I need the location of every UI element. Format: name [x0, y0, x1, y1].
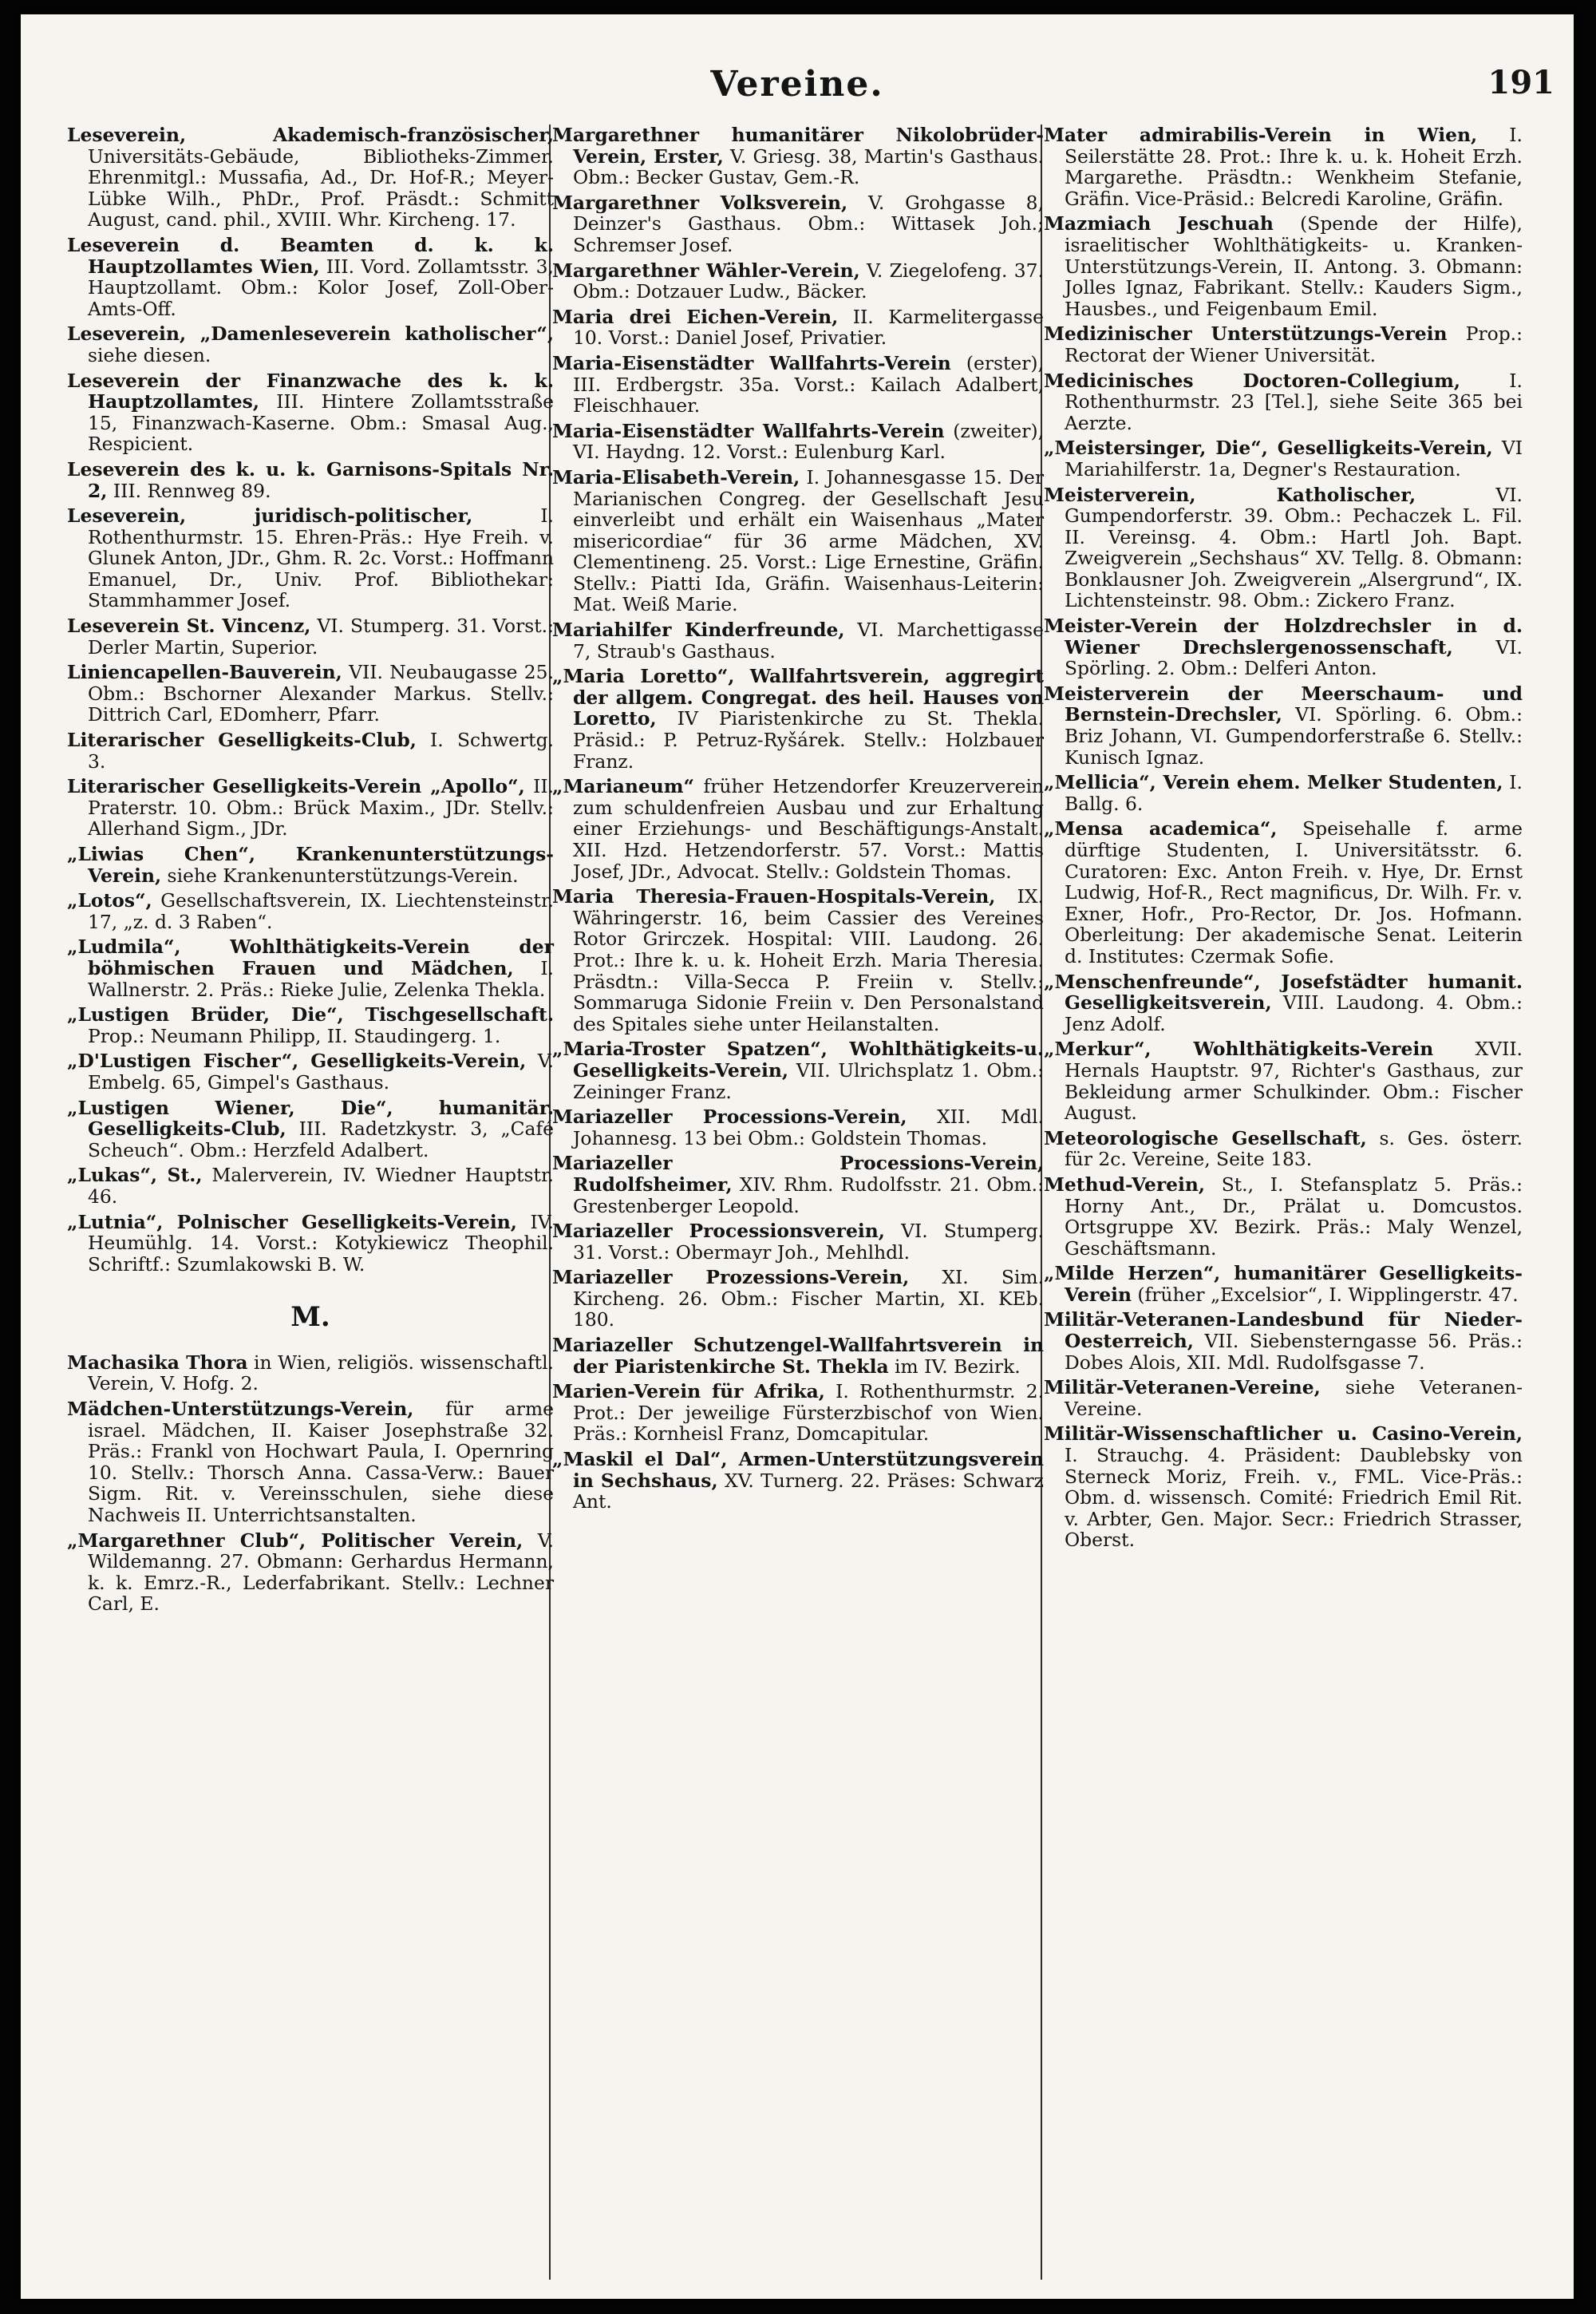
entry-details: (zweiter), VI. Haydng. 12. Vorst.: Eulenburg Karl.	[573, 419, 1045, 464]
entry-name: Mariazeller Prozessions-Verein,	[552, 1266, 910, 1289]
directory-entry	[67, 1352, 554, 1394]
entry-name: Meisterverein, Katholischer,	[1044, 483, 1416, 506]
directory-entry	[67, 323, 554, 366]
directory-entry	[67, 125, 554, 231]
directory-entry	[67, 844, 554, 886]
directory-entry	[552, 307, 1044, 349]
entry-name: Militär-Veteranen-Vereine,	[1044, 1376, 1321, 1399]
directory-entry	[67, 1050, 554, 1093]
page-number: 191	[1487, 64, 1555, 101]
entry-name: Mariahilfer Kinderfreunde,	[552, 619, 845, 642]
entry-name: Margarethner Volksverein,	[552, 191, 848, 214]
entry-details: St., I. Stefansplatz 5. Präs.: Horny Ant., Dr., Prälat u. Domcustos. Ortsgruppe XV. Bezirk. Präs.: Maly Wenzel, Geschäftsmann.	[1065, 1173, 1523, 1260]
entry-name: „Ludmila“, Wohlthätigkeits-Verein der böhmischen Frauen und Mädchen,	[67, 935, 554, 979]
entry-name: Liniencapellen-Bauverein,	[67, 661, 342, 684]
directory-entry	[552, 260, 1044, 303]
directory-entry	[1044, 683, 1523, 768]
entry-name: Leseverein St. Vincenz,	[67, 615, 311, 638]
entry-details: III. Vord. Zollamtsstr. 3, Hauptzollamt. Obm.: Kolor Josef, Zoll-Ober-Amts-Off.	[88, 255, 554, 320]
entry-details: V. Grohgasse 8, Deinzer's Gasthaus. Obm.: Wittasek Joh.; Schremser Josef.	[573, 191, 1044, 256]
entry-name: „Mensa academica“,	[1044, 817, 1278, 841]
entry-name: Leseverein des k. u. k. Garnisons-Spitals Nr. 2,	[67, 457, 554, 502]
directory-entry	[67, 1165, 554, 1207]
directory-entry	[1044, 1377, 1523, 1419]
entry-name: „Meistersinger, Die“, Geselligkeits-Verein,	[1044, 437, 1493, 460]
directory-entry	[1044, 1423, 1523, 1551]
entry-details: im IV. Bezirk.	[888, 1355, 1021, 1378]
entry-details: I. Wallnerstr. 2. Präs.: Rieke Julie, Zelenka Thekla.	[88, 956, 554, 1001]
entry-details: siehe Krankenunterstützungs-Verein.	[161, 864, 519, 887]
entry-details: VII. Ulrichsplatz 1. Obm.: Zeininger Franz.	[573, 1058, 1044, 1103]
directory-entry	[552, 1153, 1044, 1216]
directory-entry	[1044, 323, 1523, 366]
entry-name: „Maria Loretto“, Wallfahrtsverein, aggregirt der allgem. Congregat. des heil. Hauses von Loretto,	[552, 665, 1044, 730]
entry-name: Maria-Eisenstädter Wallfahrts-Verein	[552, 351, 951, 374]
directory-entry	[1044, 370, 1523, 434]
directory-entry	[1044, 437, 1523, 480]
directory-entry	[67, 1530, 554, 1615]
directory-entry	[67, 730, 554, 772]
entry-name: Leseverein d. Beamten d. k. k. Hauptzollamtes Wien,	[67, 233, 554, 278]
entry-name: Leseverein, juridisch-politischer,	[67, 504, 473, 528]
directory-entry	[1044, 1038, 1523, 1123]
entry-details: (Spende der Hilfe), israelitischer Wohlthätigkeits- u. Kranken-Unterstützungs-Verein, II. Antong. 3. Obmann: Jolles Ignaz, Fabrikant. Stellv.: Kauders Sigm., Hausbes., und Feigenbaum Emil.	[1065, 212, 1523, 320]
entry-name: Marien-Verein für Afrika,	[552, 1380, 825, 1403]
entry-name: Meister-Verein der Holzdrechsler in d. Wiener Drechslergenossenschaft,	[1044, 615, 1523, 659]
entry-details: für arme israel. Mädchen, II. Kaiser Josephstraße 32. Präs.: Frankl von Hochwart Paula, I. Opernring 10. Stellv.: Thorsch Anna. Cassa-Verw.: Bauer Sigm. Rit. v. Vereinsschulen, siehe diese Nachweis II. Unterrichtsanstalten.	[88, 1398, 554, 1527]
entry-details: Universitäts-Gebäude, Bibliotheks-Zimmer. Ehrenmitgl.: Mussafia, Ad., Dr. Hof-R.; Meyer-Lübke Wilh., PhDr., Prof. Präsdt.: Schmitt August, cand. phil., XVIII. Whr. Kircheng. 17.	[88, 144, 554, 231]
directory-entry	[67, 662, 554, 726]
entry-details: V. Griesg. 38, Martin's Gasthaus. Obm.: Becker Gustav, Gem.-R.	[573, 144, 1044, 189]
directory-entry	[67, 505, 554, 611]
entry-name: „Menschenfreunde“, Josefstädter humanit. Geselligkeitsverein,	[1044, 970, 1523, 1015]
entry-name: Literarischer Geselligkeits-Verein „Apollo“,	[67, 775, 525, 798]
entry-name: Meteorologische Gesellschaft,	[1044, 1126, 1367, 1149]
entry-name: „Liwias Chen“, Krankenunterstützungs-Verein,	[67, 843, 554, 887]
entry-name: Mädchen-Unterstützungs-Verein,	[67, 1398, 414, 1421]
entry-details: I. Rothenthurmstr. 2. Prot.: Der jeweilige Fürsterzbischof von Wien. Präs.: Kornheisl Franz, Domcapitular.	[573, 1380, 1045, 1446]
entry-name: Mazmiach Jeschuah	[1044, 212, 1274, 235]
directory-entry	[552, 467, 1044, 615]
entry-details: I. Johannesgasse 15. Der Marianischen Congreg. der Gesellschaft Jesu einverleibt und erhält ein Waisenhaus „Mater misericordiae“ für 36 arme Mädchen, XV. Clementineng. 25. Vorst.: Lige Ernestine, Gräfin. Stellv.: Piatti Ida, Gräfin. Waisenhaus-Leiterin: Mat. Weiß Marie.	[573, 465, 1044, 616]
entry-name: „Milde Herzen“, humanitärer Geselligkeits-Verein	[1044, 1262, 1523, 1306]
entry-details: V. Wildemanng. 27. Obmann: Gerhardus Hermann, k. k. Emrz.-R., Lederfabrikant. Stellv.: Lechner Carl, E.	[88, 1529, 554, 1616]
directory-page	[21, 14, 1574, 2299]
directory-entry	[67, 370, 554, 455]
entry-details: VI. Gumpendorferstr. 39. Obm.: Pechaczek L. Fil. II. Vereinsg. 4. Obm.: Hartl Joh. Bapt. Zweigverein „Sechshaus“ XV. Tellg. 8. Obmann: Bonklausner Joh. Zweigverein „Alsergrund“, IX. Lichtensteinstr. 98. Obm.: Zickero Franz.	[1065, 483, 1523, 612]
entry-name: Mater admirabilis-Verein in Wien,	[1044, 124, 1478, 146]
entry-name: „Maria-Troster Spatzen“, Wohlthätigkeits-u. Geselligkeits-Verein,	[552, 1038, 1044, 1082]
entry-details: Speisehalle f. arme dürftige Studenten, I. Universitätsstr. 6. Curatoren: Exc. Anton Freih. v. Hye, Dr. Ernst Ludwig, Hof-R., Rect magnificus, Dr. Wilh. Fr. v. Exner, Hofr., Pro-Rector, Dr. Jos. Hofmann. Oberleitung: Der akademische Senat. Leiterin d. Institutes: Czermak Sofie.	[1065, 817, 1523, 967]
entry-name: „Lustigen Wiener, Die“, humanitär. Geselligkeits-Club,	[67, 1096, 554, 1141]
directory-entry	[552, 1381, 1044, 1445]
directory-entry	[67, 936, 554, 1000]
directory-entry	[1044, 772, 1523, 814]
entry-name: Margarethner humanitärer Nikolobrüder-Verein, Erster,	[552, 124, 1044, 168]
entry-details: in Wien, religiös. wissenschaftl. Verein, V. Hofg. 2.	[88, 1351, 554, 1395]
entry-name: „Lustigen Brüder, Die“, Tischgesellschaft.	[67, 1003, 554, 1026]
entry-details: I. Rothenthurmstr. 15. Ehren-Präs.: Hye Freih. v. Glunek Anton, JDr., Ghm. R. 2c. Vorst.: Hoffmann Emanuel, Dr., Univ. Prof. Bibliothekar: Stammhammer Josef.	[88, 504, 554, 612]
entry-details: siehe Veteranen-Vereine.	[1065, 1376, 1523, 1420]
directory-entry	[1044, 125, 1523, 209]
entry-details: V. Embelg. 65, Gimpel's Gasthaus.	[88, 1050, 554, 1094]
entry-details: VII. Siebensterngasse 56. Präs.: Dobes Alois, XII. Mdl. Rudolfsgasse 7.	[1065, 1330, 1523, 1374]
entry-details: VI. Stumperg. 31. Vorst.: Derler Martin, Superior.	[88, 615, 554, 659]
directory-entry	[552, 619, 1044, 662]
directory-entry	[67, 1004, 554, 1046]
entry-name: „D'Lustigen Fischer“, Geselligkeits-Verein,	[67, 1050, 527, 1073]
entry-name: Maria drei Eichen-Verein,	[552, 305, 839, 328]
directory-entry	[552, 421, 1044, 463]
entry-name: „Lutnia“, Polnischer Geselligkeits-Verein,	[67, 1210, 517, 1233]
entry-name: Mariazeller Processionsverein,	[552, 1220, 885, 1243]
directory-entry	[552, 1335, 1044, 1377]
entry-name: Mariazeller Schutzengel-Wallfahrtsverein in der Piaristenkirche St. Thekla	[552, 1334, 1044, 1378]
entry-details: Prop.: Rectorat der Wiener Universität.	[1065, 322, 1523, 366]
directory-entry	[67, 1098, 554, 1161]
entry-name: Leseverein, Akademisch-französischer,	[67, 124, 554, 146]
entry-name: Leseverein der Finanzwache des k. k. Hauptzollamtes,	[67, 369, 554, 413]
section-heading: M.	[290, 1301, 330, 1334]
directory-entry	[67, 890, 554, 932]
entry-details: (früher „Excelsior“, I. Wipplingerstr. 47.	[1131, 1283, 1519, 1306]
entry-name: Maria-Eisenstädter Wallfahrts-Verein	[552, 419, 945, 442]
entry-name: „Lukas“, St.,	[67, 1164, 203, 1187]
directory-entry	[1044, 213, 1523, 319]
entry-details: XII. Mdl. Johannesg. 13 bei Obm.: Goldstein Thomas.	[573, 1106, 1044, 1149]
entry-details: siehe diesen.	[88, 343, 211, 366]
entry-details: I. Ballg. 6.	[1065, 771, 1523, 815]
directory-entry	[552, 1267, 1044, 1331]
directory-entry	[1044, 818, 1523, 967]
entry-name: „Lotos“,	[67, 889, 152, 912]
directory-entry	[552, 1220, 1044, 1263]
entry-details: Gesellschaftsverein, IX. Liechtensteinstr. 17, „z. d. 3 Raben“.	[88, 889, 554, 933]
directory-entry	[67, 235, 554, 319]
entry-details: XV. Turnerg. 22. Präses: Schwarz Ant.	[573, 1469, 1044, 1513]
entry-details: III. Rennweg 89.	[107, 479, 271, 502]
column-3	[1044, 125, 1523, 1555]
directory-entry	[1044, 971, 1523, 1035]
directory-entry	[552, 192, 1044, 256]
entry-details: II. Praterstr. 10. Obm.: Brück Maxim., JDr. Stellv.: Allerhand Sigm., JDr.	[88, 775, 554, 841]
entry-details: I. Seilerstätte 28. Prot.: Ihre k. u. k. Hoheit Erzh. Margarethe. Präsdtn.: Wenkheim Stefanie, Gräfin. Vice-Präsid.: Belcredi Karoline, Gräfin.	[1065, 124, 1523, 210]
entry-details: I. Strauchg. 4. Präsident: Daublebsky von Sterneck Moriz, Freih. v., FML. Vice-Präs.: Obm. d. wissensch. Comité: Friedrich Emil Rit. v. Arbter, Gen. Major. Secr.: Friedrich Strasser, Oberst.	[1065, 1444, 1523, 1552]
entry-details: früher Hetzendorfer Kreuzerverein zum schuldenfreien Ausbau und zur Erhaltung einer Erziehungs- und Beschäftigungs-Anstalt. XII. Hzd. Hetzendorferstr. 57. Vorst.: Mattis Josef, JDr., Advocat. Stellv.: Goldstein Thomas.	[573, 775, 1044, 883]
entry-name: Militär-Veteranen-Landesbund für Nieder-Oesterreich,	[1044, 1308, 1523, 1353]
entry-name: Literarischer Geselligkeits-Club,	[67, 729, 417, 752]
entry-details: VIII. Laudong. 4. Obm.: Jenz Adolf.	[1065, 991, 1523, 1035]
directory-entry	[552, 125, 1044, 188]
entry-name: „Mellicia“, Verein ehem. Melker Studenten,	[1044, 771, 1503, 794]
entry-details: IV. Heumühlg. 14. Vorst.: Kotykiewicz Theophil. Schriftf.: Szumlakowski B. W.	[88, 1210, 554, 1276]
entry-details: Prop.: Neumann Philipp, II. Staudingerg. 1.	[88, 1024, 501, 1047]
entry-name: „Merkur“, Wohlthätigkeits-Verein	[1044, 1038, 1434, 1061]
entry-details: III. Radetzkystr. 3, „Café Scheuch“. Obm.: Herzfeld Adalbert.	[88, 1117, 554, 1161]
directory-entry	[67, 615, 554, 658]
entry-details: I. Rothenthurmstr. 23 [Tel.], siehe Seite 365 bei Aerzte.	[1065, 369, 1523, 434]
entry-details: V. Ziegelofeng. 37. Obm.: Dotzauer Ludw., Bäcker.	[573, 259, 1044, 303]
directory-entry	[552, 1038, 1044, 1102]
entry-name: Medizinischer Unterstützungs-Verein	[1044, 322, 1448, 346]
entry-details: I. Schwertg. 3.	[88, 729, 554, 773]
directory-entry	[552, 886, 1044, 1034]
entry-details: XVII. Hernals Hauptstr. 97, Richter's Gasthaus, zur Bekleidung armer Schulkinder. Obm.: Fischer August.	[1065, 1038, 1523, 1125]
entry-details: II. Karmelitergasse 10. Vorst.: Daniel Josef, Privatier.	[573, 305, 1044, 350]
directory-entry	[1044, 1309, 1523, 1373]
entry-details: IV Piaristenkirche zu St. Thekla. Präsid.: P. Petruz-Ryšárek. Stellv.: Holzbauer Franz.	[573, 707, 1044, 773]
entry-details: VI Mariahilferstr. 1a, Degner's Restauration.	[1065, 437, 1523, 481]
directory-entry	[67, 776, 554, 840]
entry-name: Maria-Elisabeth-Verein,	[552, 465, 800, 489]
directory-entry	[1044, 485, 1523, 612]
directory-entry	[67, 459, 554, 501]
entry-details: III. Hintere Zollamtsstraße 15, Finanzwach-Kaserne. Obm.: Smasal Aug., Respicient.	[88, 390, 554, 456]
directory-entry	[1044, 1128, 1523, 1170]
directory-entry	[1044, 615, 1523, 679]
entry-details: XIV. Rhm. Rudolfsstr. 21. Obm.: Grestenberger Leopold.	[573, 1173, 1044, 1217]
entry-name: Medicinisches Doctoren-Collegium,	[1044, 369, 1460, 392]
entry-name: Margarethner Wähler-Verein,	[552, 259, 860, 282]
entry-details: Malerverein, IV. Wiedner Hauptstr. 46.	[88, 1164, 554, 1208]
entry-name: Militär-Wissenschaftlicher u. Casino-Verein,	[1044, 1422, 1523, 1446]
entry-name: „Margarethner Club“, Politischer Verein,	[67, 1529, 523, 1552]
directory-entry	[1044, 1263, 1523, 1305]
directory-entry	[552, 1106, 1044, 1149]
entry-name: Methud-Verein,	[1044, 1173, 1206, 1196]
directory-entry	[1044, 1174, 1523, 1259]
entry-name: Leseverein, „Damenleseverein katholischer“,	[67, 322, 554, 346]
entry-details: VI. Stumperg. 31. Vorst.: Obermayr Joh., Mehlhdl.	[573, 1220, 1044, 1264]
directory-entry	[552, 776, 1044, 882]
entry-details: VI. Marchettigasse 7, Straub's Gasthaus.	[573, 619, 1045, 663]
entry-details: s. Ges. österr. für 2c. Vereine, Seite 183.	[1065, 1126, 1523, 1171]
directory-entry	[552, 353, 1044, 417]
entry-name: „Marianeum“	[552, 775, 694, 798]
entry-name: Maria Theresia-Frauen-Hospitals-Verein,	[552, 885, 996, 908]
directory-entry	[67, 1212, 554, 1276]
entry-details: (erster), III. Erdbergstr. 35a. Vorst.: Kailach Adalbert, Fleischhauer.	[573, 351, 1044, 417]
entry-details: IX. Währingerstr. 16, beim Cassier des Vereines Rotor Grirczek. Hospital: VIII. Laudong. 26. Prot.: Ihre k. u. k. Hoheit Erzh. Maria Theresia. Präsdtn.: Villa-Secca P. Freiin v. Stellv.: Sommaruga Sidonie Freiin v. Den Personalstand des Spitales siehe unter Heilanstalten.	[573, 885, 1044, 1035]
entry-name: „Maskil el Dal“, Armen-Unterstützungsverein in Sechshaus,	[552, 1448, 1044, 1492]
entry-name: Machasika Thora	[67, 1351, 248, 1374]
entry-name: Mariazeller Processions-Verein,	[552, 1106, 907, 1129]
entry-name: Meisterverein der Meerschaum- und Bernstein-Drechsler,	[1044, 682, 1523, 726]
entry-name: Mariazeller Processions-Verein, Rudolfsheimer,	[552, 1152, 1044, 1196]
page-title: Vereine.	[710, 64, 884, 105]
entry-details: VI. Spörling. 6. Obm.: Briz Johann, VI. Gumpendorferstraße 6. Stellv.: Kunisch Ignaz.	[1065, 703, 1523, 769]
directory-entry	[67, 1398, 554, 1526]
column-1	[67, 125, 554, 1619]
directory-entry	[552, 666, 1044, 772]
entry-details: VII. Neubaugasse 25. Obm.: Bschorner Alexander Markus. Stellv.: Dittrich Carl, EDomherr, Pfarr.	[88, 661, 554, 726]
entry-details: XI. Sim. Kircheng. 26. Obm.: Fischer Martin, XI. KEb. 180.	[573, 1266, 1044, 1331]
entry-details: VI. Spörling. 2. Obm.: Delferi Anton.	[1065, 635, 1523, 680]
column-2	[552, 125, 1044, 1517]
directory-entry	[552, 1449, 1044, 1513]
